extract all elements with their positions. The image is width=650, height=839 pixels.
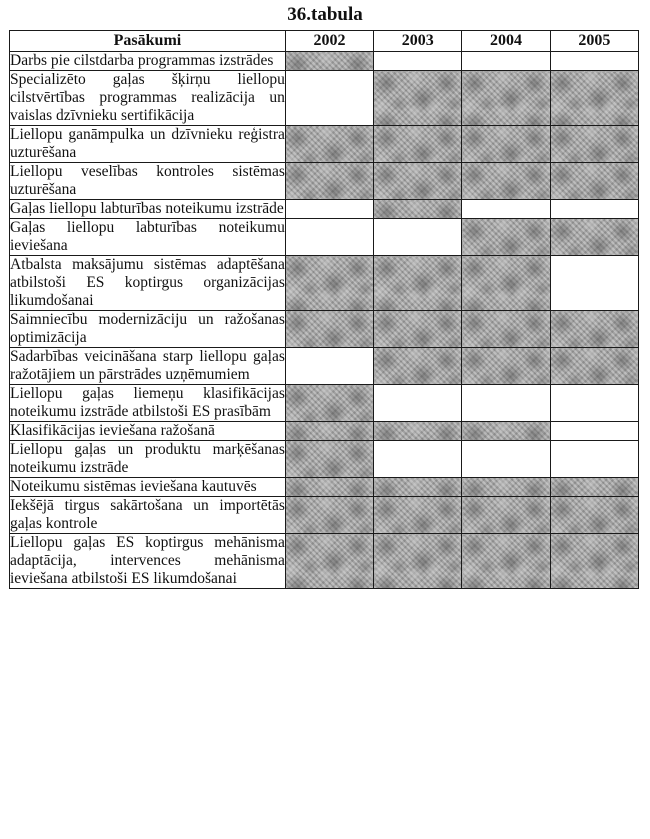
measure-name: Liellopu gaļas ES koptirgus mehānisma adaptācija, intervences mehānisma ieviešana atbilstoši ES likumdošanai xyxy=(10,534,285,587)
table-row xyxy=(10,200,639,219)
scheduled-year-cell xyxy=(462,311,550,348)
measure-name: Klasifikācijas ieviešana ražošanā xyxy=(10,422,286,441)
measure-name: Liellopu gaļas un produktu marķēšanas noteikumu izstrāde xyxy=(10,441,285,476)
empty-year-cell xyxy=(550,52,638,71)
scheduled-year-cell xyxy=(285,52,373,71)
measure-name: Noteikumu sistēmas ieviešana kautuvēs xyxy=(10,478,286,497)
table-row xyxy=(10,256,639,311)
scheduled-year-cell xyxy=(374,163,462,200)
measure-name: Atbalsta maksājumu sistēmas adaptēšana atbilstoši ES koptirgus organizācijas likumdošanai xyxy=(10,256,285,309)
empty-year-cell xyxy=(374,219,462,256)
table-row xyxy=(10,219,639,256)
measure-name: Iekšējā tirgus sakārtošana un importētās gaļas kontrole xyxy=(10,497,285,532)
scheduled-year-cell xyxy=(285,311,373,348)
table-row xyxy=(10,385,639,422)
empty-year-cell xyxy=(550,441,638,478)
empty-year-cell xyxy=(550,422,638,441)
empty-year-cell xyxy=(462,200,550,219)
scheduled-year-cell xyxy=(550,497,638,534)
empty-year-cell xyxy=(462,52,550,71)
table-row xyxy=(10,497,639,534)
table-row xyxy=(10,163,639,200)
empty-year-cell xyxy=(462,441,550,478)
table-row xyxy=(10,348,639,385)
table-row xyxy=(10,534,639,589)
scheduled-year-cell xyxy=(550,163,638,200)
scheduled-year-cell xyxy=(550,126,638,163)
scheduled-year-cell xyxy=(374,497,462,534)
empty-year-cell xyxy=(462,385,550,422)
scheduled-year-cell xyxy=(462,71,550,126)
measure-name: Specializēto gaļas šķirņu liellopu cilstvērtības programmas realizācija un vaislas dzīvnieku sertifikācija xyxy=(10,71,285,124)
scheduled-year-cell xyxy=(374,200,462,219)
measure-name: Saimniecību modernizāciju un ražošanas optimizācija xyxy=(10,311,285,346)
measure-name: Liellopu veselības kontroles sistēmas uzturēšana xyxy=(10,163,285,198)
scheduled-year-cell xyxy=(285,534,373,589)
scheduled-year-cell xyxy=(374,71,462,126)
empty-year-cell xyxy=(285,219,373,256)
scheduled-year-cell xyxy=(550,311,638,348)
table-row xyxy=(10,422,639,441)
scheduled-year-cell xyxy=(285,478,373,497)
scheduled-year-cell xyxy=(285,385,373,422)
measure-name: Darbs pie cilstdarba programmas izstrādes xyxy=(10,52,286,71)
table-row xyxy=(10,126,639,163)
header-year-2004: 2004 xyxy=(462,31,550,52)
scheduled-year-cell xyxy=(462,478,550,497)
empty-year-cell xyxy=(285,348,373,385)
measure-name: Sadarbības veicināšana starp liellopu gaļas ražotājiem un pārstrādes uzņēmumiem xyxy=(10,348,285,383)
table-row xyxy=(10,71,639,126)
header-year-2005: 2005 xyxy=(550,31,638,52)
scheduled-year-cell xyxy=(550,534,638,589)
empty-year-cell xyxy=(374,385,462,422)
scheduled-year-cell xyxy=(462,422,550,441)
table-row xyxy=(10,52,639,71)
measure-name: Gaļas liellopu labturības noteikumu izstrāde xyxy=(10,200,284,217)
table-row xyxy=(10,311,639,348)
scheduled-year-cell xyxy=(462,126,550,163)
table-caption: 36.tabula xyxy=(287,4,363,25)
empty-year-cell xyxy=(550,256,638,311)
empty-year-cell xyxy=(550,200,638,219)
scheduled-year-cell xyxy=(374,348,462,385)
scheduled-year-cell xyxy=(374,126,462,163)
scheduled-year-cell xyxy=(462,534,550,589)
scheduled-year-cell xyxy=(550,71,638,126)
header-measures: Pasākumi xyxy=(10,31,286,52)
scheduled-year-cell xyxy=(374,256,462,311)
table-body xyxy=(10,52,639,589)
scheduled-year-cell xyxy=(285,441,373,478)
empty-year-cell xyxy=(374,52,462,71)
scheduled-year-cell xyxy=(550,348,638,385)
table-row xyxy=(10,441,639,478)
scheduled-year-cell xyxy=(374,478,462,497)
scheduled-year-cell xyxy=(550,219,638,256)
header-year-2003: 2003 xyxy=(374,31,462,52)
scheduled-year-cell xyxy=(285,497,373,534)
measure-name: Liellopu gaļas liemeņu klasifikācijas noteikumu izstrāde atbilstoši ES prasībām xyxy=(10,385,285,420)
empty-year-cell xyxy=(374,441,462,478)
scheduled-year-cell xyxy=(374,422,462,441)
scheduled-year-cell xyxy=(462,163,550,200)
scheduled-year-cell xyxy=(285,422,373,441)
header-year-2002: 2002 xyxy=(285,31,373,52)
header-row xyxy=(10,31,639,52)
empty-year-cell xyxy=(550,385,638,422)
scheduled-year-cell xyxy=(462,348,550,385)
scheduled-year-cell xyxy=(550,478,638,497)
empty-year-cell xyxy=(285,71,373,126)
empty-year-cell xyxy=(285,200,373,219)
measure-name: Gaļas liellopu labturības noteikumu ieviešana xyxy=(10,219,285,254)
scheduled-year-cell xyxy=(285,126,373,163)
measures-schedule-table xyxy=(9,30,639,589)
scheduled-year-cell xyxy=(285,256,373,311)
measure-name: Liellopu ganāmpulka un dzīvnieku reģistra uzturēšana xyxy=(10,126,285,161)
scheduled-year-cell xyxy=(462,256,550,311)
scheduled-year-cell xyxy=(462,497,550,534)
scheduled-year-cell xyxy=(374,534,462,589)
scheduled-year-cell xyxy=(285,163,373,200)
scheduled-year-cell xyxy=(374,311,462,348)
scheduled-year-cell xyxy=(462,219,550,256)
table-row xyxy=(10,478,639,497)
